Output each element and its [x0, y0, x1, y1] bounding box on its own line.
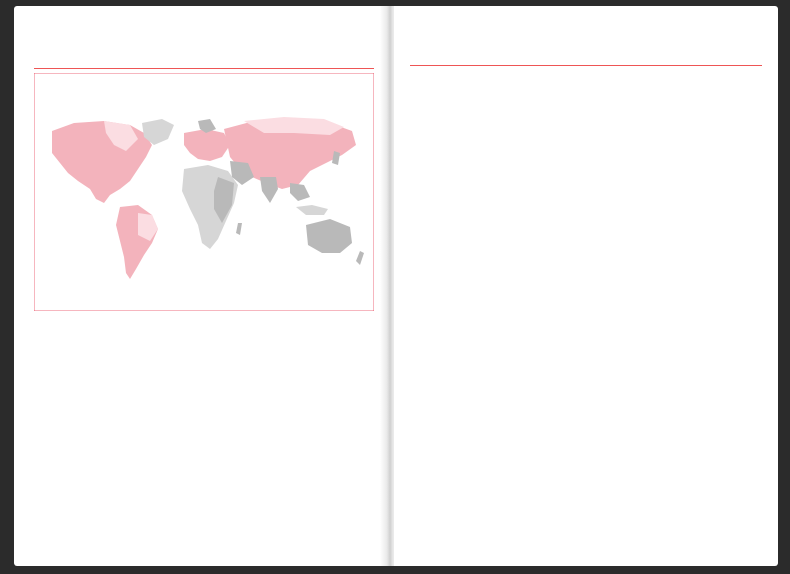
- title-rule: [34, 68, 374, 69]
- city-offsets-list: [34, 314, 374, 559]
- left-page: [14, 6, 394, 566]
- codes-rule: [410, 65, 762, 66]
- right-page: [394, 6, 778, 566]
- world-time-zone-map: [34, 73, 374, 311]
